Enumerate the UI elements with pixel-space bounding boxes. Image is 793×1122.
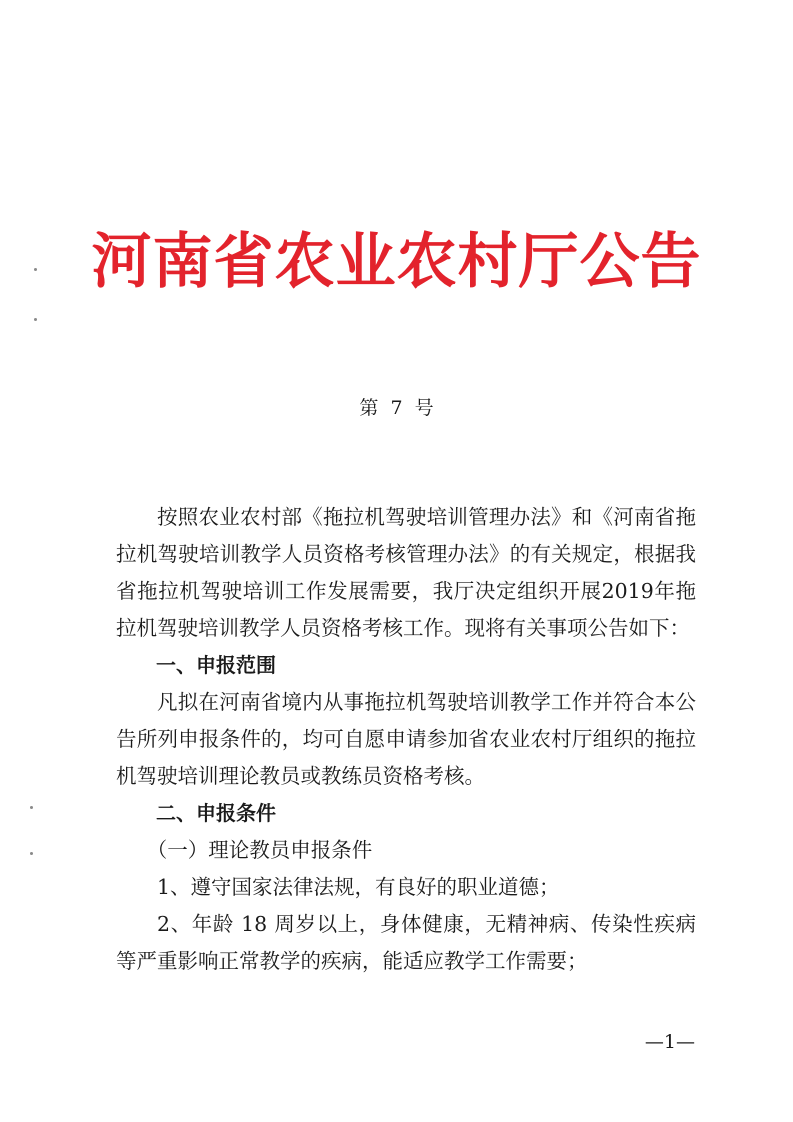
page-number: —1— <box>644 1031 695 1053</box>
condition-item-2: 2、年龄 18 周岁以上，身体健康，无精神病、传染性疾病等严重影响正常教学的疾病，能适应教学工作需要； <box>116 912 696 973</box>
subsection-heading-theory-teacher: （一）理论教员申报条件 <box>146 838 373 862</box>
document-body <box>116 499 696 980</box>
scan-mark <box>30 852 33 855</box>
scope-paragraph: 凡拟在河南省境内从事拖拉机驾驶培训教学工作并符合本公告所列申报条件的，均可自愿申请参加省农业农村厅组织的拖拉机驾驶培训理论教员或教练员资格考核。 <box>116 690 696 788</box>
section-heading-scope: 一、申报范围 <box>156 653 276 677</box>
scan-mark <box>30 806 33 809</box>
condition-item-1: 1、遵守国家法律法规，有良好的职业道德； <box>157 875 560 899</box>
section-heading-conditions: 二、申报条件 <box>156 801 276 825</box>
document-number: 第 7 号 <box>359 397 434 419</box>
intro-paragraph: 按照农业农村部《拖拉机驾驶培训管理办法》和《河南省拖拉机驾驶培训教学人员资格考核管理办法》的有关规定，根据我省拖拉机驾驶培训工作发展需要，我厅决定组织开展2019年拖拉机驾驶培训教学人员资格考核工作。现将有关事项公告如下： <box>116 505 696 640</box>
scan-mark <box>34 318 37 321</box>
document-title: 河南省农业农村厅公告 <box>91 227 702 297</box>
